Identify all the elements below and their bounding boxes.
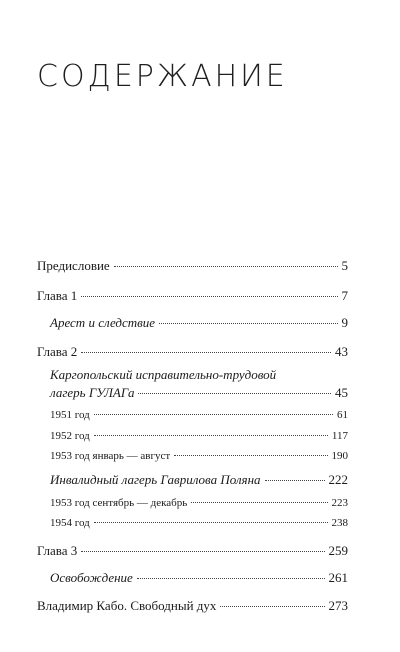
dot-leader bbox=[138, 393, 331, 394]
toc-entry-page: 238 bbox=[331, 517, 348, 529]
dot-leader bbox=[94, 522, 328, 523]
dot-leader bbox=[191, 502, 327, 503]
dot-leader bbox=[220, 606, 324, 607]
dot-leader bbox=[94, 414, 333, 415]
toc-entry-title: 1953 год январь — август bbox=[50, 450, 171, 462]
dot-leader bbox=[114, 266, 338, 267]
toc-entry-page: 5 bbox=[341, 258, 348, 273]
toc-entry-page: 61 bbox=[337, 409, 348, 421]
toc-entry-preface[interactable] bbox=[37, 258, 348, 274]
dot-leader bbox=[137, 578, 325, 579]
toc-entry-page: 7 bbox=[341, 288, 348, 303]
toc-entry-chapter-3[interactable] bbox=[37, 543, 348, 559]
toc-entry-page: 223 bbox=[331, 497, 348, 509]
toc-entry-kargopol-camp[interactable] bbox=[50, 385, 348, 401]
toc-entry-title: Предисловие bbox=[37, 258, 110, 273]
toc-entry-page: 45 bbox=[335, 385, 348, 400]
toc-entry-title: Освобождение bbox=[50, 570, 133, 585]
toc-entry-page: 43 bbox=[335, 344, 348, 359]
toc-entry-title: Арест и следствие bbox=[50, 315, 156, 330]
dot-leader bbox=[81, 551, 324, 552]
toc-entry-1951[interactable] bbox=[50, 407, 348, 423]
toc-entry-page: 222 bbox=[328, 472, 348, 487]
dot-leader bbox=[159, 323, 337, 324]
toc-entry-1954[interactable] bbox=[50, 515, 348, 531]
toc-entry-liberation[interactable] bbox=[50, 570, 348, 586]
dot-leader bbox=[174, 455, 327, 456]
toc-entry-afterword[interactable] bbox=[37, 598, 348, 614]
toc-entry-page: 117 bbox=[331, 430, 348, 442]
toc-entry-1953-jan-aug[interactable] bbox=[50, 448, 348, 464]
toc-entry-page: 261 bbox=[328, 570, 348, 585]
page-title: СОДЕРЖАНИЕ bbox=[37, 59, 288, 94]
toc-entry-page: 190 bbox=[331, 450, 348, 462]
dot-leader bbox=[81, 352, 331, 353]
toc-entry-title: Инвалидный лагерь Гаврилова Поляна bbox=[50, 472, 261, 487]
toc-entry-title: Глава 1 bbox=[37, 288, 78, 303]
toc-entry-chapter-2[interactable] bbox=[37, 344, 348, 360]
toc-entry-invalid-camp[interactable] bbox=[50, 472, 348, 488]
toc-entry-chapter-1[interactable] bbox=[37, 288, 348, 304]
toc-entry-title: 1952 год bbox=[50, 430, 90, 442]
toc-entry-page: 9 bbox=[341, 315, 348, 330]
toc-entry-arrest[interactable] bbox=[50, 315, 348, 331]
toc-entry-page: 273 bbox=[328, 598, 348, 613]
toc-entry-page: 259 bbox=[328, 543, 348, 558]
toc-entry-1953-sep-dec[interactable] bbox=[50, 495, 348, 511]
toc-entry-title: Владимир Кабо. Свободный дух bbox=[37, 598, 217, 613]
toc-entry-1952[interactable] bbox=[50, 428, 348, 444]
toc-entry-title: 1954 год bbox=[50, 517, 90, 529]
toc-entry-title: Глава 3 bbox=[37, 543, 78, 558]
toc-entry-title: 1953 год сентябрь — декабрь bbox=[50, 497, 188, 509]
dot-leader bbox=[81, 296, 337, 297]
toc-entry-title: 1951 год bbox=[50, 409, 90, 421]
toc-entry-title: Глава 2 bbox=[37, 344, 78, 359]
dot-leader bbox=[265, 480, 325, 481]
dot-leader bbox=[94, 435, 328, 436]
toc-entry-title: лагерь ГУЛАГа bbox=[50, 385, 135, 400]
toc-entry-title-line1: Каргопольский исправительно-трудовой bbox=[50, 367, 277, 382]
